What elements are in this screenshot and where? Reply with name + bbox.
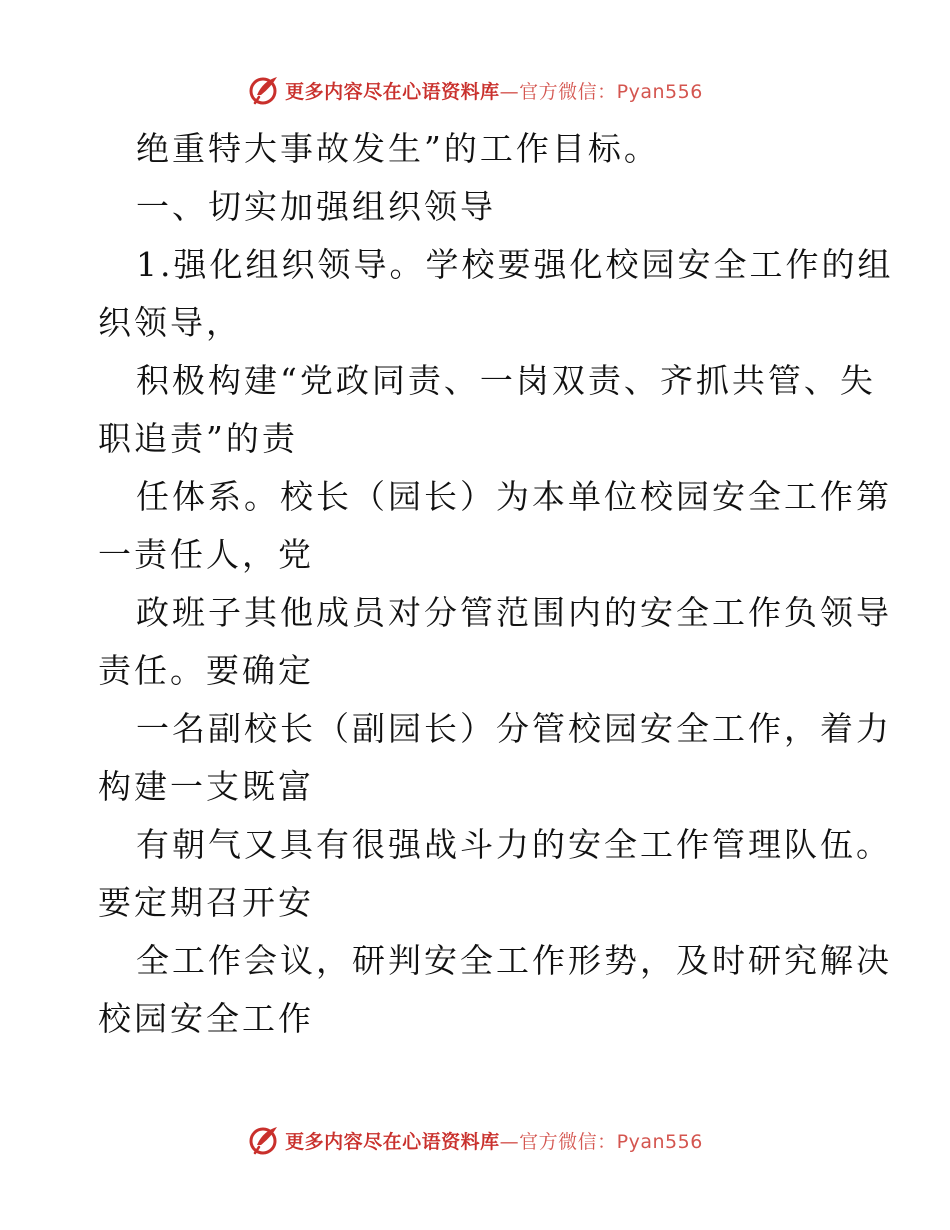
text-line: 织领导， <box>98 303 242 342</box>
watermark-contact-text: —官方微信：Pyan556 <box>499 1130 703 1153</box>
text-line: 职追责”的责 <box>98 419 298 458</box>
footer-watermark <box>0 1120 950 1160</box>
watermark-text <box>285 77 703 104</box>
text-line: 1.强化组织领导。学校要强化校园安全工作的组 <box>136 245 894 284</box>
quill-logo-icon <box>247 1123 281 1157</box>
section-heading: 一、切实加强组织领导 <box>136 187 496 226</box>
text-line: 全工作会议，研判安全工作形势，及时研究解决 <box>136 941 892 980</box>
quill-logo-icon <box>247 73 281 107</box>
watermark-text <box>285 1127 703 1154</box>
text-line: 一名副校长（副园长）分管校园安全工作，着力 <box>136 709 892 748</box>
text-line: 校园安全工作 <box>98 999 314 1038</box>
text-line: 任体系。校长（园长）为本单位校园安全工作第 <box>136 477 892 516</box>
text-line: 积极构建“党政同责、一岗双责、齐抓共管、失 <box>136 361 876 400</box>
watermark-main-text: 更多内容尽在心语资料库 <box>285 1130 500 1153</box>
text-line: 构建一支既富 <box>98 767 314 806</box>
document-body <box>98 120 894 1048</box>
header-watermark <box>0 70 950 110</box>
watermark-main-text: 更多内容尽在心语资料库 <box>285 80 500 103</box>
text-line: 绝重特大事故发生”的工作目标。 <box>136 129 660 168</box>
text-line: 有朝气又具有很强战斗力的安全工作管理队伍。 <box>136 825 892 864</box>
watermark-contact-text: —官方微信：Pyan556 <box>499 80 703 103</box>
text-line: 政班子其他成员对分管范围内的安全工作负领导 <box>136 593 892 632</box>
text-line: 要定期召开安 <box>98 883 314 922</box>
text-line: 一责任人，党 <box>98 535 314 574</box>
text-line: 责任。要确定 <box>98 651 314 690</box>
